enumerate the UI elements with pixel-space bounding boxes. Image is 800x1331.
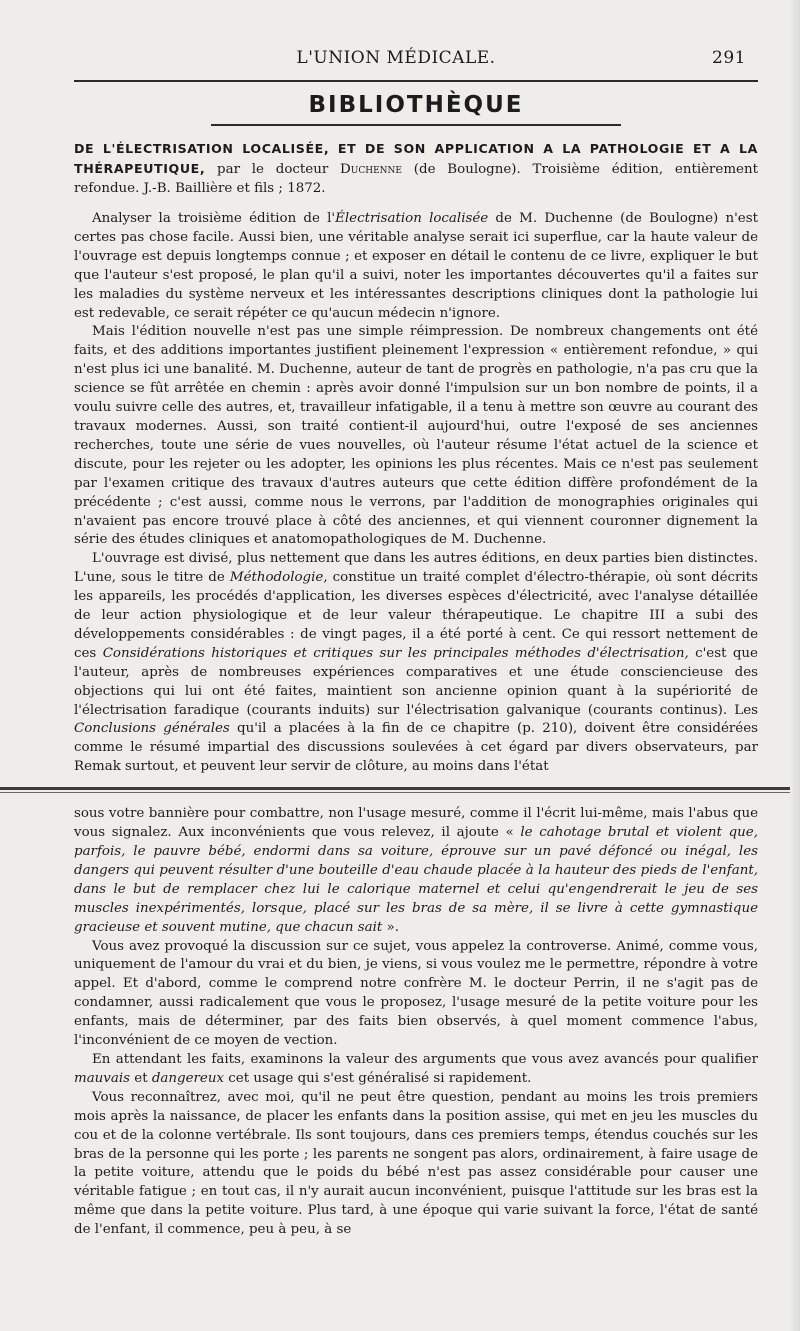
text-run: En attendant les faits, examinons la valeur des arguments que vous avez avancés pour qualifier <box>92 1051 758 1067</box>
text-run: et <box>130 1070 152 1086</box>
section-title: BIBLIOTHÈQUE <box>308 92 524 118</box>
text-run: , constitue un traité complet d'électro-thérapie, où sont décrits les appareils, les procédés d'application, les diverses espèces d'électricité, avec l'analyse détaillée de leur action physiologique et de leur valeur thérapeutique. Le chapitre III a subi des développements considérables : de vingt pages, il a été porté à cent. Ce qui ressort nettement de ces <box>74 570 758 661</box>
column-divider-thin <box>0 792 790 793</box>
text-run-italic: mauvais <box>74 1070 131 1086</box>
letter-paragraph-1 <box>74 805 758 937</box>
letter-paragraph-3 <box>74 1051 758 1089</box>
text-run-italic: le cahotage brutal et violent que, parfois, le pauvre bébé, endormi dans sa voiture, éprouve sur un pavé défoncé ou inégal, les dangers qui peuvent résulter d'une bouteille d'eau chaude placée à la hauteur des pieds de l'enfant, dans le but de remplacer chez lui le calorique maternel et celui qu'engendrerait le jeu de ses muscles inexpérimentés, lorsque, placé sur les bras de sa mère, il se livre à cette gymnastique gracieuse et souvent mutine, que chacun sait <box>74 825 758 935</box>
book-entry-heading <box>74 139 758 198</box>
letter-paragraph-2: Vous avez provoqué la discussion sur ce sujet, vous appelez la controverse. Animé, comme vous, uniquement de l'amour du vrai et du bien, je viens, si vous voulez me le permettre, répondre à votre appel. Et d'abord, comme le comprend notre confrère M. le docteur Perrin, il ne s'agit pas de condamner, aussi radicalement que vous le proposez, l'usage mesuré de la petite voiture pour les enfants, mais de déterminer, par des faits bien observés, à quel moment commence l'abus, l'inconvénient de ce moyen de vection. <box>74 938 758 1049</box>
text-run-italic: dangereux <box>151 1070 225 1086</box>
text-run-italic: Méthodologie <box>229 570 324 586</box>
review-paragraph-3 <box>74 550 758 777</box>
book-author: Duchenne <box>340 162 402 177</box>
text-run: qu'il a placées à la fin de ce chapitre (p. 210), doivent être considérées comme le résumé impartial des discussions soulevées à cet égard par divers observateurs, par Remak surtout, et peuvent leur servir de clôture, au moins dans l'état <box>74 721 758 775</box>
running-head <box>74 42 758 80</box>
review-paragraph-2: Mais l'édition nouvelle n'est pas une simple réimpression. De nombreux changements ont été faits, et des additions importantes justifient pleinement l'expression « entièrement refondue, » qui n'est plus ici une banalité. M. Duchenne, auteur de tant de progrès en pathologie, n'a pas cru que la science se fût arrêtée en chemin : après avoir donné l'impulsion sur un bon nombre de points, il a voulu suivre celle des autres, et, travailleur infatigable, il a tenu à mettre son œuvre au courant des travaux modernes. Aussi, son traité contient-il aujourd'hui, outre l'exposé de ses anciennes recherches, toute une série de vues nouvelles, où l'auteur résume l'état actuel de la science et discute, pour les rejeter ou les adopter, les opinions les plus récentes. Mais ce n'est pas seulement par l'examen critique des travaux d'autres auteurs que cette édition diffère profondément de la précédente ; c'est aussi, comme nous le verrons, par l'addition de monographies originales qui n'avaient pas encore trouvé place à côté des anciennes, et qui viennent couronner dignement la série des études cliniques et anatomopathologiques de M. Duchenne. <box>74 324 758 548</box>
header-rule <box>74 80 758 82</box>
letter-column <box>74 805 758 1240</box>
text-run: de M. Duchenne (de Boulogne) n'est certes pas chose facile. Aussi bien, une véritable analyse serait ici superflue, car la haute valeur de l'ouvrage est depuis longtemps connue ; et exposer en détail le contenu de ce livre, expliquer le but que l'auteur s'est proposé, le plan qu'il a suivi, noter les importantes découvertes qu'il a faites sur les maladies du système nerveux et les intéressantes descriptions cliniques dont la pathologie lui est redevable, ce serait répéter ce qu'aucun médecin n'ignore. <box>74 211 758 321</box>
text-run-italic: Électrisation localisée <box>335 211 489 226</box>
letter-paragraph-4: Vous reconnaîtrez, avec moi, qu'il ne peut être question, pendant au moins les trois premiers mois après la naissance, de placer les enfants dans la position assise, qui met en jeu les muscles du cou et de la colonne vertébrale. Ils sont toujours, dans ces premiers temps, étendus couchés sur les bras de la personne qui les porte ; les parents ne songent pas alors, ordinairement, à faire usage de la petite voiture, attendu que le poids du bébé n'est pas assez considérable pour causer une véritable fatigue ; en tout cas, il n'y aurait aucun inconvénient, puisque l'attitude sur les bras est la même que dans la petite voiture. Plus tard, à une époque qui varie suivant la force, l'état de santé de l'enfant, il commence, peu à peu, à se <box>74 1089 758 1238</box>
text-run-italic: Conclusions générales <box>74 721 230 737</box>
journal-title: L'UNION MÉDICALE. <box>296 48 496 68</box>
page-number: 291 <box>712 48 746 68</box>
text-run-italic: Considérations historiques et critiques sur les principales méthodes d'électrisation, <box>102 645 689 661</box>
text-run: c'est que l'auteur, après de nombreuses expériences comparatives et une étude consciencieuse des objections qui lui ont été faites, maintient son ancienne opinion quant à la supériorité de l'électrisation faradique (courants induits) sur l'électrisation galvanique (courants continus). Les <box>74 645 758 718</box>
review-column <box>74 210 758 777</box>
text-run: cet usage qui s'est généralisé si rapidement. <box>224 1070 532 1086</box>
page-edge-shadow <box>790 0 800 1331</box>
review-paragraph-1 <box>74 210 758 323</box>
book-publication: (de Boulogne). Troisième édition, entièrement refondue. J.-B. Baillière et fils ; 1872. <box>74 162 758 196</box>
section-rule <box>211 124 621 126</box>
text-run: sous votre bannière pour combattre, non l'usage mesuré, comme il l'écrit lui-même, mais l'abus que vous signalez. Aux inconvénients que vous relevez, il ajoute « <box>74 806 758 841</box>
text-run: ». <box>382 919 399 935</box>
column-divider-thick <box>0 787 790 790</box>
book-by: par le docteur <box>205 162 341 177</box>
text-run: L'ouvrage est divisé, plus nettement que dans les autres éditions, en deux parties bien distinctes. L'une, sous le titre de <box>74 551 758 586</box>
text-run: Analyser la troisième édition de l' <box>92 211 336 226</box>
book-title: DE L'ÉLECTRISATION LOCALISÉE, ET DE SON APPLICATION A LA PATHOLOGIE ET A LA THÉRAPEUTIQUE, <box>74 141 758 176</box>
